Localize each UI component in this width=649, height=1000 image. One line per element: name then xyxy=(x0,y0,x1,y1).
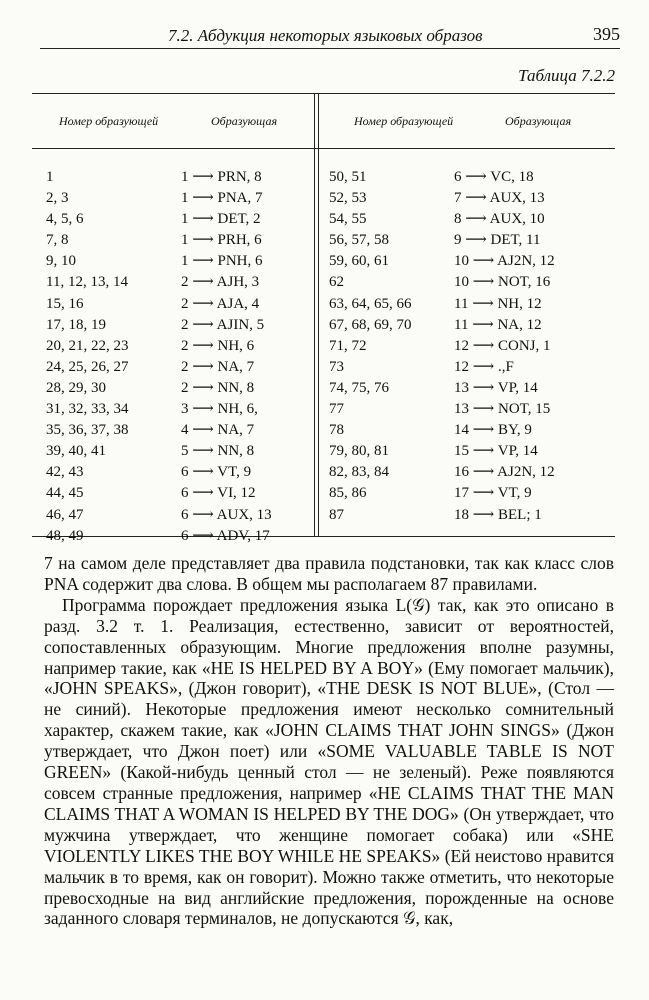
table-row xyxy=(46,209,311,230)
table-row xyxy=(329,188,609,209)
generator-rule: 12 ⟶ CONJ, 1 xyxy=(454,337,551,354)
generator-number: 4, 5, 6 xyxy=(46,211,84,228)
table-row xyxy=(46,399,311,420)
generator-rule: 14 ⟶ BY, 9 xyxy=(454,422,532,439)
table-row xyxy=(46,336,311,357)
generator-rule: 10 ⟶ AJ2N, 12 xyxy=(454,253,555,270)
generator-number: 42, 43 xyxy=(46,464,84,481)
generator-rule: 11 ⟶ NA, 12 xyxy=(454,316,542,333)
generator-number: 62 xyxy=(329,274,344,291)
generator-number: 20, 21, 22, 23 xyxy=(46,337,129,354)
body-text xyxy=(44,553,614,929)
generator-rule: 2 ⟶ NH, 6 xyxy=(181,337,255,354)
left-rows xyxy=(46,167,311,547)
table-row xyxy=(329,357,609,378)
table-row xyxy=(46,378,311,399)
table-double-divider xyxy=(314,94,319,536)
generator-rule: 2 ⟶ AJH, 3 xyxy=(181,274,260,291)
generator-number: 73 xyxy=(329,358,344,375)
generator-number: 78 xyxy=(329,422,344,439)
generator-number: 79, 80, 81 xyxy=(329,443,389,460)
table-row xyxy=(329,462,609,483)
generator-rule: 10 ⟶ NOT, 16 xyxy=(454,274,551,291)
generator-number: 1 xyxy=(46,169,54,185)
col-header-right-generator: Образующая xyxy=(505,114,572,128)
generator-rule: 3 ⟶ NH, 6, xyxy=(181,401,258,418)
generator-number: 50, 51 xyxy=(329,169,367,185)
table-row xyxy=(329,294,609,315)
table-row xyxy=(329,230,609,251)
generator-number: 63, 64, 65, 66 xyxy=(329,295,412,312)
table-row xyxy=(46,357,311,378)
generators-table xyxy=(32,93,615,544)
generator-number: 54, 55 xyxy=(329,211,367,228)
generator-rule: 1 ⟶ PRN, 8 xyxy=(181,169,262,185)
table-caption: Таблица 7.2.2 xyxy=(518,66,615,85)
generator-rule: 5 ⟶ NN, 8 xyxy=(181,443,255,460)
table-row xyxy=(46,315,311,336)
table-row xyxy=(329,167,609,188)
generator-rule: 13 ⟶ VP, 14 xyxy=(454,379,538,396)
generator-rule: 2 ⟶ AJIN, 5 xyxy=(181,316,265,333)
generator-rule: 2 ⟶ AJA, 4 xyxy=(181,295,260,312)
generator-rule: 2 ⟶ NA, 7 xyxy=(181,358,255,375)
generator-number: 77 xyxy=(329,401,344,418)
table-row xyxy=(46,441,311,462)
generator-number: 2, 3 xyxy=(46,190,69,207)
generator-rule: 8 ⟶ AUX, 10 xyxy=(454,211,545,228)
generator-rule: 17 ⟶ VT, 9 xyxy=(454,485,532,502)
generator-number: 35, 36, 37, 38 xyxy=(46,422,129,439)
table-row xyxy=(329,483,609,504)
generator-rule: 4 ⟶ NA, 7 xyxy=(181,422,255,439)
generator-number: 44, 45 xyxy=(46,485,84,502)
generator-number: 56, 57, 58 xyxy=(329,232,389,249)
generator-number: 87 xyxy=(329,506,344,523)
table-row xyxy=(329,378,609,399)
col-header-left-number: Номер образующей xyxy=(59,114,159,128)
generator-number: 85, 86 xyxy=(329,485,367,502)
generator-number: 9, 10 xyxy=(46,253,76,270)
generator-number: 52, 53 xyxy=(329,190,367,207)
generator-number: 7, 8 xyxy=(46,232,69,249)
generator-rule: 6 ⟶ AUX, 13 xyxy=(181,506,272,523)
table-header-rule xyxy=(32,148,615,149)
generator-number: 48, 49 xyxy=(46,527,84,544)
table-row xyxy=(46,294,311,315)
generator-rule: 15 ⟶ VP, 14 xyxy=(454,443,538,460)
table-row xyxy=(46,483,311,504)
table-row xyxy=(329,399,609,420)
table-row xyxy=(329,420,609,441)
table-row xyxy=(46,462,311,483)
generator-number: 28, 29, 30 xyxy=(46,379,106,396)
col-header-right-number: Номер образующей xyxy=(354,114,454,128)
table-row xyxy=(329,336,609,357)
generator-rule: 6 ⟶ VC, 18 xyxy=(454,169,534,185)
generator-rule: 7 ⟶ AUX, 13 xyxy=(454,190,545,207)
right-rows xyxy=(329,167,609,526)
generator-number: 67, 68, 69, 70 xyxy=(329,316,412,333)
generator-number: 71, 72 xyxy=(329,337,367,354)
table-row xyxy=(46,251,311,272)
generator-rule: 16 ⟶ AJ2N, 12 xyxy=(454,464,555,481)
running-header xyxy=(40,24,620,49)
col-header-left-generator: Образующая xyxy=(211,114,278,128)
generator-number: 31, 32, 33, 34 xyxy=(46,401,129,418)
generator-number: 24, 25, 26, 27 xyxy=(46,358,129,375)
table-row xyxy=(329,251,609,272)
generator-rule: 13 ⟶ NOT, 15 xyxy=(454,401,551,418)
generator-rule: 6 ⟶ VT, 9 xyxy=(181,464,252,481)
chapter-title: 7.2. Абдукция некоторых языковых образов xyxy=(168,26,483,45)
generator-rule: 1 ⟶ PNH, 6 xyxy=(181,253,263,270)
generator-rule: 1 ⟶ PRH, 6 xyxy=(181,232,262,249)
generator-number: 46, 47 xyxy=(46,506,84,523)
generator-rule: 2 ⟶ NN, 8 xyxy=(181,379,255,396)
table-row xyxy=(46,167,311,188)
table-row xyxy=(329,441,609,462)
generator-rule: 12 ⟶ .,F xyxy=(454,358,514,375)
generator-rule: 1 ⟶ PNA, 7 xyxy=(181,190,263,207)
table-row xyxy=(329,315,609,336)
generator-number: 39, 40, 41 xyxy=(46,443,106,460)
generator-rule: 6 ⟶ VI, 12 xyxy=(181,485,256,502)
generator-rule: 1 ⟶ DET, 2 xyxy=(181,211,261,228)
generator-number: 15, 16 xyxy=(46,295,84,312)
table-row xyxy=(329,505,609,526)
generator-number: 74, 75, 76 xyxy=(329,379,389,396)
generator-rule: 18 ⟶ BEL; 1 xyxy=(454,506,542,523)
table-row xyxy=(329,209,609,230)
generator-number: 59, 60, 61 xyxy=(329,253,389,270)
generator-rule: 6 ⟶ ADV, 17 xyxy=(181,527,270,544)
table-row xyxy=(46,420,311,441)
generator-number: 11, 12, 13, 14 xyxy=(46,274,128,291)
table-row xyxy=(46,230,311,251)
generator-number: 17, 18, 19 xyxy=(46,316,106,333)
paragraph-1: 7 на самом деле представляет два правила подстановки, так как класс слов PNA содержит два слова. В общем мы располагаем 87 правилами. xyxy=(44,553,614,594)
generator-rule: 9 ⟶ DET, 11 xyxy=(454,232,541,249)
paragraph-2: Программа порождает предложения языка L(𝒢) так, как это описано в разд. 3.2 т. 1. Реализация, естественно, зависит от вероятностей, сопоставленных образующим. Многие предложения вполне разумны, например такие, как «HE IS HELPED BY A BOY» (Ему помогает мальчик), «JOHN SPEAKS», (Джон говорит), «THE DESK IS NOT BLUE», (Стол — не синий). Некоторые предложения имеют несколько сомнительный характер, скажем такие, как «JOHN CLAIMS THAT JOHN SINGS» (Джон утверждает, что Джон поет) или «SOME VALUABLE TABLE IS NOT GREEN» (Какой-нибудь ценный стол — не зеленый). Реже появляются совсем странные предложения, например «HE CLAIMS THAT THE MAN CLAIMS THAT A WOMAN IS HELPED BY THE DOG» (Он утверждает, что мужчина утверждает, что женщине помогает собака) или «SHE VIOLENTLY LIKES THE BOY WHILE HE SPEAKS» (Ей неистово нравится мальчик в то время, как он говорит). Можно также отметить, что некоторые превосходные на вид английские предложения, порожденные на основе заданного словаря терминалов, не допускаются 𝒢, как, xyxy=(44,594,614,929)
table-row xyxy=(46,188,311,209)
generator-rule: 11 ⟶ NH, 12 xyxy=(454,295,542,312)
table-row xyxy=(46,272,311,293)
table-row xyxy=(46,526,311,547)
table-row xyxy=(329,272,609,293)
generator-number: 82, 83, 84 xyxy=(329,464,389,481)
table-row xyxy=(46,505,311,526)
page-number: 395 xyxy=(593,24,620,44)
